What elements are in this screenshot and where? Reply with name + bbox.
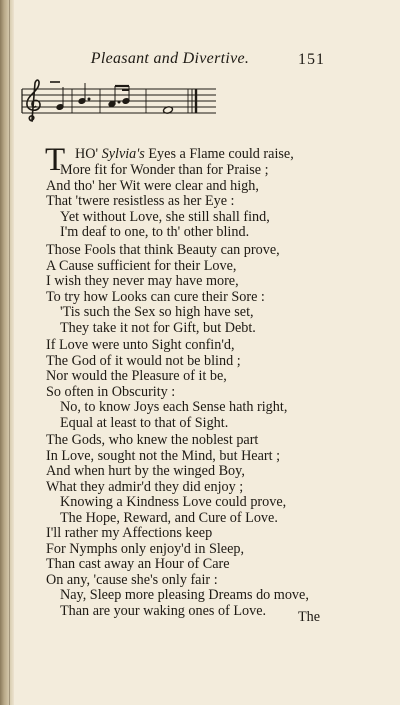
- poem-line: Knowing a Kindness Love could prove,: [60, 494, 287, 511]
- stanza-3: [46, 338, 287, 432]
- stanza-1: [46, 163, 270, 241]
- first-line: [75, 147, 294, 163]
- stanza-4: [46, 433, 286, 527]
- poem-line: I'm deaf to one, to th' other blind.: [60, 224, 250, 241]
- poem-line: The Gods, who knew the noblest part: [46, 432, 259, 448]
- running-head-title: Pleasant and Divertive.: [90, 50, 250, 67]
- poem-line: The Hope, Reward, and Cure of Love.: [60, 509, 278, 526]
- poem-line: On any, 'cause she's only fair :: [46, 571, 218, 588]
- poem-line: I wish they never may have more,: [46, 273, 239, 290]
- poem-line: Yet without Love, she still shall find,: [60, 208, 270, 225]
- page-number: 151: [298, 51, 325, 68]
- poem-line: And when hurt by the winged Boy,: [46, 463, 245, 480]
- poem-line: A Cause sufficient for their Love,: [46, 257, 237, 274]
- first-line-name: Sylvia's: [101, 146, 145, 162]
- poem-line: More fit for Wonder than for Praise ;: [60, 162, 269, 178]
- poem-line: What they admir'd they did enjoy ;: [46, 478, 244, 495]
- catchword: The: [298, 609, 321, 625]
- treble-clef-icon: [27, 80, 40, 121]
- poem-line: Than cast away an Hour of Care: [46, 556, 230, 573]
- poem-line: Nor would the Pleasure of it be,: [46, 368, 227, 385]
- poem-line: The God of it would not be blind ;: [46, 352, 241, 369]
- poem-line: Nay, Sleep more pleasing Dreams do move,: [60, 587, 309, 604]
- stanza-5: [46, 526, 309, 620]
- poem-line: So often in Obscurity :: [46, 383, 176, 400]
- music-staff: [20, 75, 220, 131]
- poem-line: In Love, sought not the Mind, but Heart ;: [46, 447, 281, 464]
- poem-line: If Love were unto Sight confin'd,: [46, 337, 235, 353]
- poem-line: That 'twere resistless as her Eye :: [46, 193, 235, 210]
- poem-line: To try how Looks can cure their Sore :: [46, 288, 265, 305]
- poem-line: And tho' her Wit were clear and high,: [46, 177, 259, 194]
- poem-line: They take it not for Gift, but Debt.: [60, 319, 256, 336]
- poem-line: No, to know Joys each Sense hath right,: [60, 399, 288, 416]
- poem-line: I'll rather my Affections keep: [46, 525, 213, 541]
- poem-line: For Nymphs only enjoy'd in Sleep,: [46, 540, 245, 557]
- book-gutter: [0, 0, 14, 705]
- drop-cap: T: [45, 142, 66, 178]
- poem-line: Equal at least to that of Sight.: [60, 414, 229, 431]
- poem-line: Those Fools that think Beauty can prove,: [46, 242, 280, 258]
- poem-line: Than are your waking ones of Love.: [60, 602, 267, 619]
- stanza-2: [46, 243, 280, 337]
- poem-line: 'Tis such the Sex so high have set,: [60, 304, 254, 321]
- music-notes: [56, 83, 196, 114]
- first-line-end: Eyes a Flame could raise,: [144, 146, 294, 162]
- first-line-start: HO': [75, 146, 102, 162]
